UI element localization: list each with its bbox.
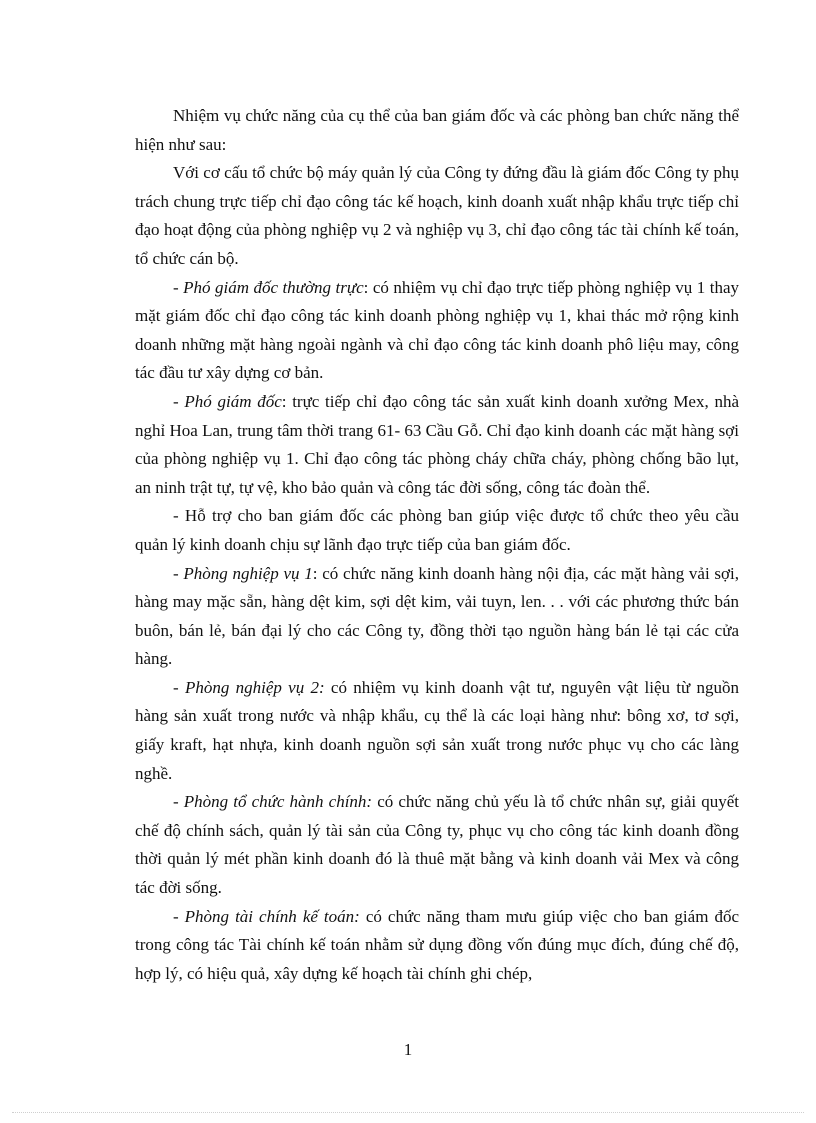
paragraph-lead: - Phòng tổ chức hành chính: bbox=[173, 792, 373, 812]
paragraph-finance bbox=[135, 903, 739, 989]
paragraph-admin bbox=[135, 788, 739, 902]
paragraph-department-1 bbox=[135, 560, 739, 674]
paragraph-text: - Hỗ trợ cho ban giám đốc các phòng ban giúp việc được tổ chức theo yêu cầu quản lý kinh doanh chịu sự lãnh đạo trực tiếp của ban giám đốc. bbox=[135, 506, 739, 554]
paragraph-lead: - Phòng tài chính kế toán: bbox=[173, 906, 360, 926]
paragraph-deputy-director bbox=[135, 388, 739, 502]
paragraph-text: Với cơ cấu tổ chức bộ máy quản lý của Công ty đứng đầu là giám đốc Công ty phụ trách chung trực tiếp chỉ đạo công tác kế hoạch, kinh doanh xuất nhập khẩu trực tiếp chỉ đạo hoạt động của phòng nghiệp vụ 2 và nghiệp vụ 3, chỉ đạo công tác tài chính kế toán, tổ chức cán bộ. bbox=[135, 163, 739, 268]
paragraph-text: : trực tiếp chỉ đạo công tác sản xuất kinh doanh xưởng Mex, nhà nghỉ Hoa Lan, trung tâm thời trang 61- 63 Cầu Gỗ. Chỉ đạo kinh doanh các mặt hàng sợi của phòng nghiệp vụ 1. Chỉ đạo công tác phòng cháy chữa cháy, phòng chống bão lụt, an ninh trật tự, tự vệ, kho bảo quản và công tác đời sống, công tác đoàn thể. bbox=[135, 391, 739, 497]
paragraph-lead: - Phòng nghiệp vụ 1 bbox=[173, 563, 313, 583]
paragraph-text: có nhiệm vụ kinh doanh vật tư, nguyên vật liệu từ nguồn hàng sản xuất trong nước và nhập khẩu, cụ thể là các loại hàng như: bông xơ, tơ sợi, giấy kraft, hạt nhựa, kinh doanh nguồn sợi sản xuất trong nước phục vụ cho các làng nghề. bbox=[135, 677, 739, 783]
paragraph-deputy-standing bbox=[135, 274, 739, 388]
paragraph-support bbox=[135, 502, 739, 559]
paragraph-structure bbox=[135, 159, 739, 273]
document-body bbox=[135, 102, 739, 988]
paragraph-intro bbox=[135, 102, 739, 159]
page-bottom-border bbox=[12, 1112, 804, 1113]
paragraph-text: Nhiệm vụ chức năng của cụ thể của ban giám đốc và các phòng ban chức năng thể hiện như sau: bbox=[135, 106, 739, 154]
paragraph-lead: - Phó giám đốc thường trực bbox=[173, 277, 364, 297]
page-number: 1 bbox=[403, 1040, 413, 1059]
paragraph-lead: - Phó giám đốc bbox=[173, 391, 282, 411]
paragraph-text: : có nhiệm vụ chỉ đạo trực tiếp phòng nghiệp vụ 1 thay mặt giám đốc chỉ đạo công tác kinh doanh phòng nghiệp vụ 1, khai thác mở rộng kinh doanh những mặt hàng ngoài ngành và chỉ đạo công tác kinh doanh phô liệu may, công tác đầu tư xây dựng cơ bản. bbox=[135, 277, 739, 383]
paragraph-text: : có chức năng kinh doanh hàng nội địa, các mặt hàng vải sợi, hàng may mặc sẵn, hàng dệt kim, sợi dệt kim, vải tuyn, len. . . với các phương thức bán buôn, bán lẻ, bán đại lý cho các Công ty, đồng thời tạo nguồn hàng bán lẻ tại các cửa hàng. bbox=[135, 563, 740, 669]
paragraph-lead: - Phòng nghiệp vụ 2: bbox=[173, 677, 325, 697]
paragraph-text: có chức năng chủ yếu là tổ chức nhân sự, giải quyết chế độ chính sách, quản lý tài sản của Công ty, phục vụ cho công tác kinh doanh đồng thời quản lý mét phần kinh doanh đó là thuê mặt bằng và kinh doanh vải Mex và công tác đời sống. bbox=[135, 792, 740, 898]
paragraph-text: có chức năng tham mưu giúp việc cho ban giám đốc trong công tác Tài chính kế toán nhằm sử dụng đồng vốn đúng mục đích, đúng chế độ, hợp lý, có hiệu quả, xây dựng kế hoạch tài chính ghi chép, bbox=[135, 906, 739, 983]
paragraph-department-2 bbox=[135, 674, 739, 788]
